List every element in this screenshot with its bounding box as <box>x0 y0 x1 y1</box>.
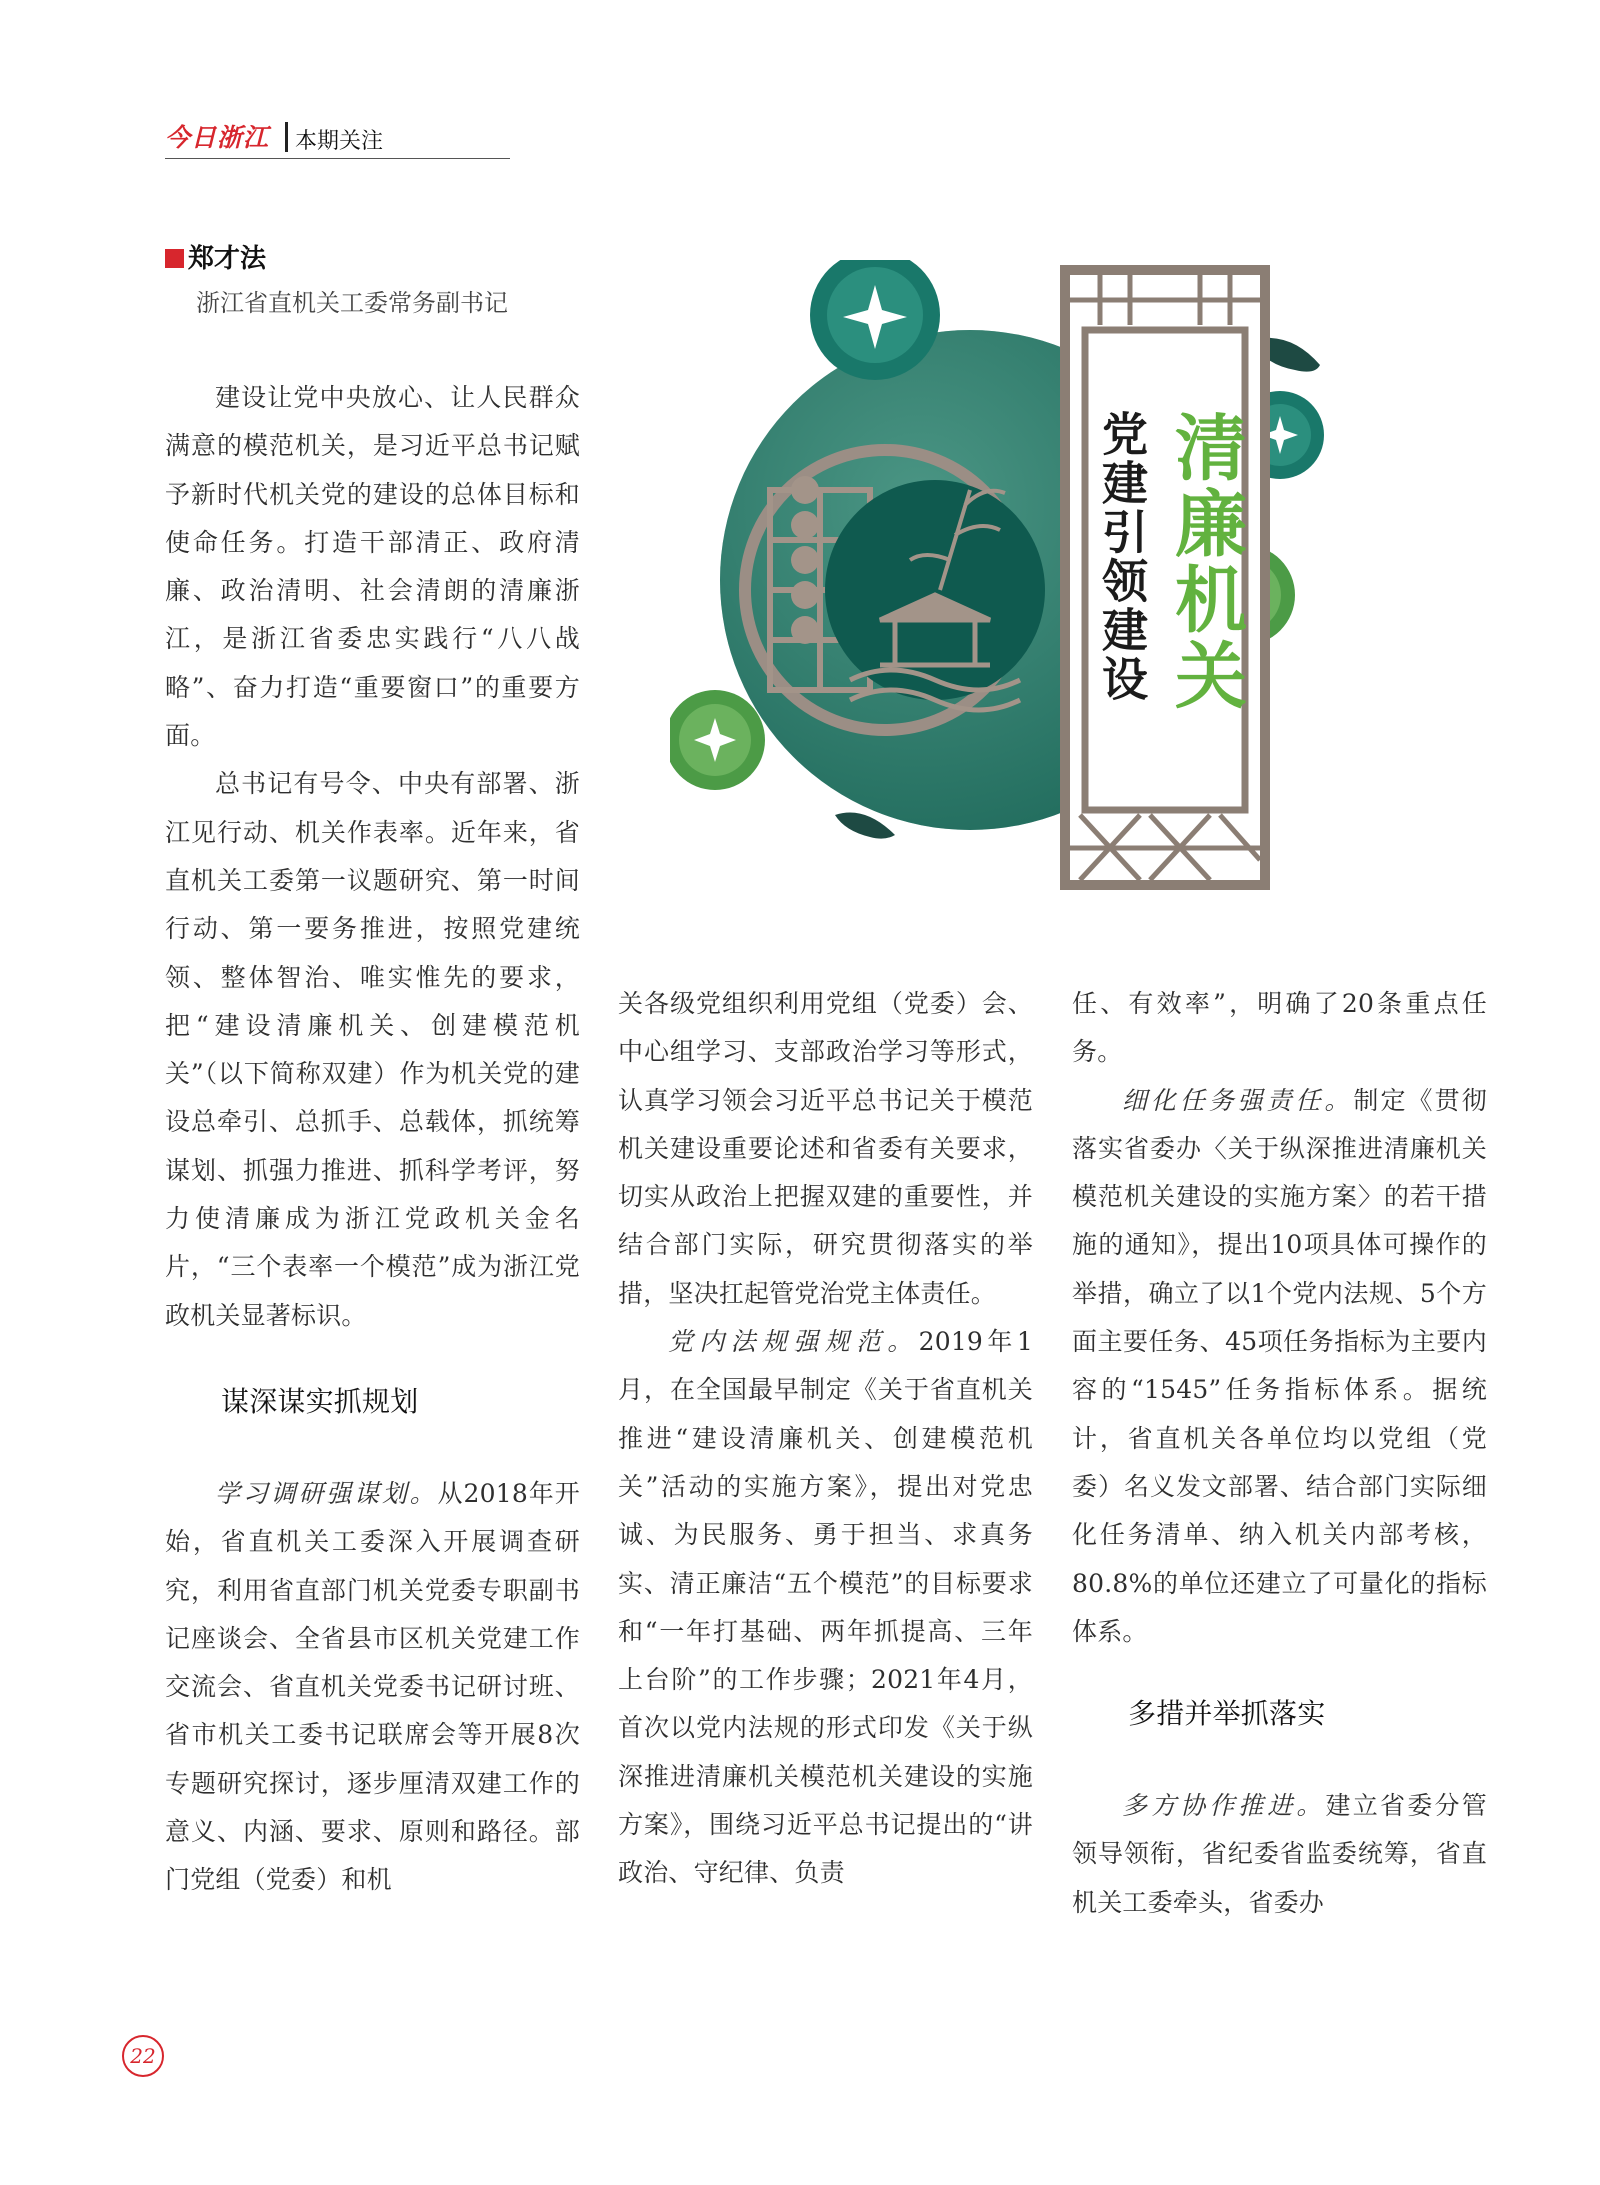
s1-p3-lead: 细化任务强责任。 <box>1122 1085 1354 1115</box>
s1-p2-lead: 党内法规强规范。 <box>668 1327 919 1357</box>
section-heading-1: 谋深谋实抓规划 <box>221 1384 419 1418</box>
s2-p1-body: 建立省委分管领导领衔，省纪委省监委统筹，省直机关工委牵头，省委办 <box>1072 1791 1487 1917</box>
s1-p1-lead: 学习调研强谋划。 <box>215 1478 438 1508</box>
s1-p1-body: 从2018年开始，省直机关工委深入开展调查研究，利用省直部门机关党委专职副书记座谈会、全省县市区机关党建工作交流会、省直机关党委书记研讨班、省市机关工委书记联席会等开展8次专题研究探讨，逐步厘清双建工作的意义、内涵、要求、原则和路径。部门党组（党委）和机 <box>165 1478 580 1895</box>
illustration-title-sub: 党建引领建设 <box>1095 410 1149 704</box>
s1-paragraph-3 <box>1072 1077 1487 1657</box>
masthead-divider <box>285 122 288 152</box>
intro-paragraph-2: 总书记有号令、中央有部署、浙江见行动、机关作表率。近年来，省直机关工委第一议题研究、第一时间行动、第一要务推进，按照党建统领、整体智治、唯实惟先的要求，把“建设清廉机关、创建模范机关”（以下简称双建）作为机关党的建设总牵引、总抓手、总载体，抓统筹谋划、抓强力推进、抓科学考评，努力使清廉成为浙江党政机关金名片，“三个表率一个模范”成为浙江党政机关显著标识。 <box>165 769 580 1330</box>
illustration <box>670 260 1460 900</box>
section-heading-2: 多措并举抓落实 <box>1128 1697 1326 1731</box>
red-square-icon <box>165 249 184 268</box>
illustration-art <box>670 260 1460 900</box>
intro-paragraph-1: 建设让党中央放心、让人民群众满意的模范机关，是习近平总书记赋予新时代机关党的建设的总体目标和使命任务。打造干部清正、政府清廉、政治清明、社会清朗的清廉浙江，是浙江省委忠实践行“八八战略”、奋力打造“重要窗口”的重要方面。 <box>165 383 580 751</box>
masthead <box>165 118 510 159</box>
s1-p3-body: 制定《贯彻落实省委办〈关于纵深推进清廉机关模范机关建设的实施方案〉的若干措施的通知》，提出10项具体可操作的举措，确立了以1个党内法规、5个方面主要任务、45项任务指标为主要内容的“1545”任务指标体系。据统计，省直机关各单位均以党组（党委）名义发文部署、结合部门实际细化任务清单、纳入机关内部考核，80.8%的单位还建立了可量化的指标体系。 <box>1072 1085 1487 1646</box>
column-middle <box>618 980 1033 1898</box>
author-name-text: 郑才法 <box>188 244 267 274</box>
magazine-logo: 今日浙江 <box>165 123 270 152</box>
s1-p2-continued: 任、有效率”，明确了20条重点任务。 <box>1072 989 1487 1067</box>
author-name <box>165 238 266 275</box>
page-number: 22 <box>122 2035 164 2077</box>
column-left <box>165 374 580 1905</box>
illustration-title-main: 清廉机关 <box>1163 410 1247 714</box>
s1-paragraph-1 <box>165 1470 580 1905</box>
s2-paragraph-1 <box>1072 1782 1487 1927</box>
s2-p1-lead: 多方协作推进。 <box>1122 1791 1326 1821</box>
section-name: 本期关注 <box>295 129 384 154</box>
s1-p1-continued: 关各级党组织利用党组（党委）会、中心组学习、支部政治学习等形式，认真学习领会习近平总书记关于模范机关建设重要论述和省委有关要求，切实从政治上把握双建的重要性，并结合部门实际，研究贯彻落实的举措，坚决扛起管党治党主体责任。 <box>618 989 1033 1308</box>
s1-paragraph-2 <box>618 1318 1033 1898</box>
author-title: 浙江省直机关工委常务副书记 <box>196 289 508 317</box>
s1-p2-body: 2019年1月，在全国最早制定《关于省直机关推进“建设清廉机关、创建模范机关”活动的实施方案》，提出对党忠诚、为民服务、勇于担当、求真务实、清正廉洁“五个模范”的目标要求和“一年打基础、两年抓提高、三年上台阶”的工作步骤；2021年4月，首次以党内法规的形式印发《关于纵深推进清廉机关模范机关建设的实施方案》，围绕习近平总书记提出的“讲政治、守纪律、负责 <box>618 1327 1033 1888</box>
column-right <box>1072 980 1487 1927</box>
